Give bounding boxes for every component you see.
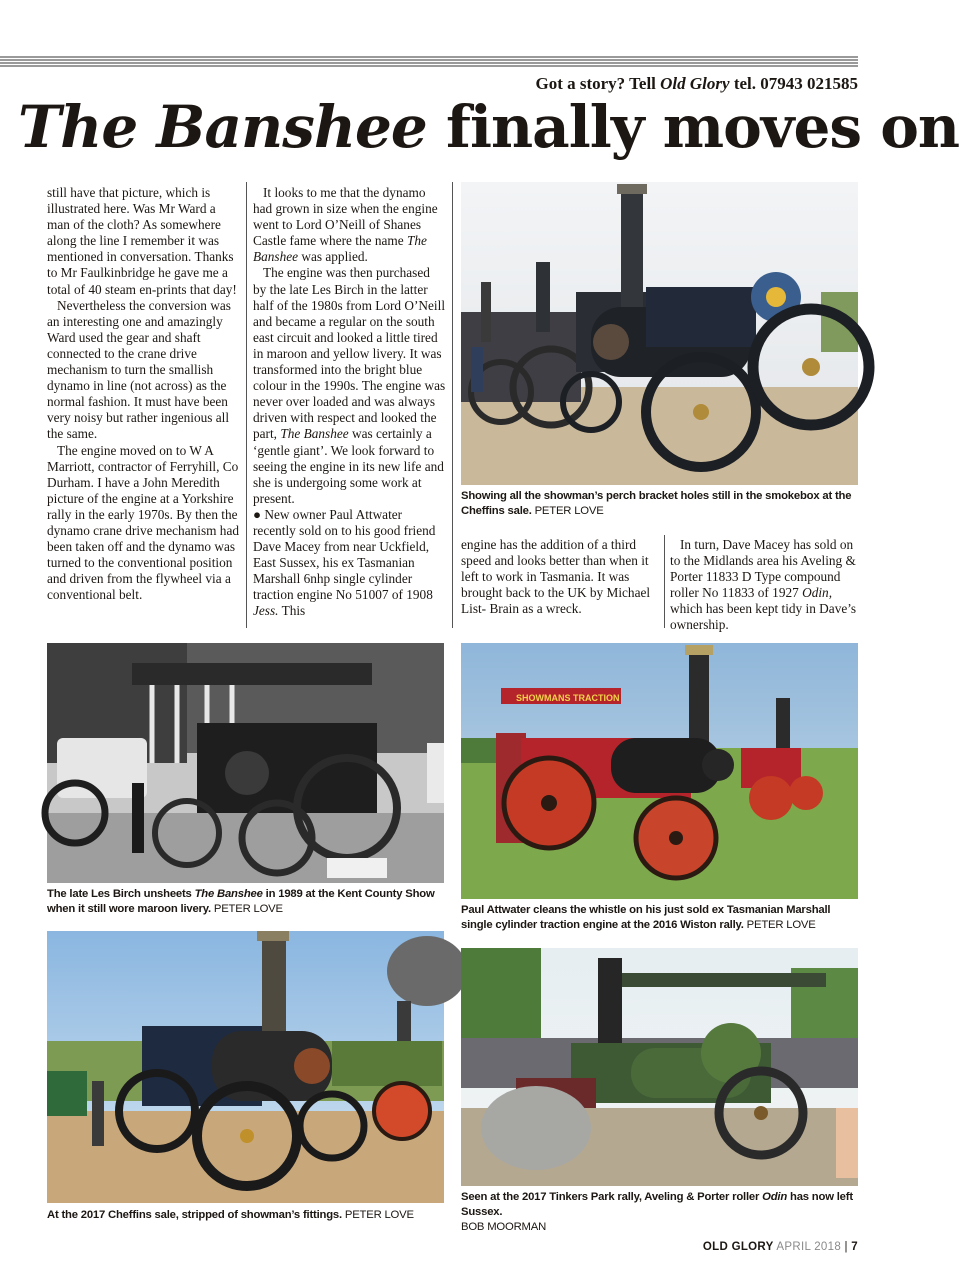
caption-bot-right: [461, 1190, 861, 1235]
col2-p1-text: It looks to me that the dynamo had grown in size when the engine went to Lord O’Neill of Shanes Castle fame where the name: [253, 185, 438, 249]
col3-paragraph-1: engine has the addition of a third speed and looks better than when it left to work in Tasmania. It was brought back to the UK by Michael List- Brain as a wreck.: [461, 537, 651, 617]
photo-credit: PETER LOVE: [743, 919, 816, 931]
page-number: 7: [851, 1241, 858, 1253]
caption-engine-name: The Banshee: [194, 888, 263, 900]
photo-roller-odin-tinkers-park: [461, 948, 858, 1186]
column-divider: [452, 182, 453, 628]
folio-magazine: OLD GLORY: [702, 1241, 774, 1253]
photo-banshee-1989-kent: [47, 643, 444, 883]
col2-p2-text: The engine was then purchased by the late Les Birch in the latter half of the 1980s from Lord O’Neill and became a regular on the south east circuit and looked a little tired in maroon and yellow livery. It was transformed into the bright blue colour in the 1990s. The engine was never over loaded and was always driven with respect and looked the part,: [253, 265, 446, 442]
contact-tagline: [535, 74, 858, 94]
tagline-text: Got a story? Tell: [535, 74, 661, 93]
photo-showmans-engine-cheffins: [461, 182, 858, 485]
col2-p3-text: New owner Paul Attwater recently sold on to his good friend Dave Macey from near Uckfield, East Sussex, his ex Tasmanian Marshall 6nhp single cylinder traction engine No 51007 of 1908: [253, 506, 436, 603]
col4-paragraph-1: [670, 537, 860, 634]
photo-credit: BOB MOORMAN: [461, 1221, 547, 1233]
folio-issue: APRIL 2018: [773, 1241, 842, 1253]
col4-p1-italic: Odin,: [802, 585, 833, 601]
caption-engine-name: Odin: [762, 1191, 788, 1203]
column-divider: [246, 182, 247, 628]
photo-marshall-wiston-2016: [461, 643, 858, 899]
text-column-1: [47, 185, 240, 603]
caption-text-end: has now left Sussex.: [461, 1191, 853, 1218]
caption-text: The late Les Birch unsheets: [47, 888, 195, 900]
text-column-2: [253, 185, 446, 620]
col4-p1-end: which has been kept tidy in Dave’s ownership.: [670, 601, 857, 633]
bullet-icon: ●: [253, 506, 262, 522]
caption-top-right: [461, 489, 861, 519]
caption-text: Showing all the showman’s perch bracket holes still in the smokebox at the Cheffins sale.: [461, 490, 852, 517]
col2-p2-italic: The Banshee: [280, 426, 349, 442]
caption-mid-left: [47, 887, 447, 917]
col2-p3-end: This: [278, 603, 306, 619]
headline-engine-name: The Banshee: [18, 93, 427, 161]
column-divider: [664, 535, 665, 628]
col2-p3-italic: Jess.: [253, 603, 279, 619]
col2-paragraph-1: [253, 185, 446, 265]
photo-credit: PETER LOVE: [341, 1209, 414, 1221]
canopy-lettering: SHOWMANS TRACTION: [516, 693, 620, 703]
col1-paragraph-2: Nevertheless the conversion was an interesting one and amazingly Ward used the gear and shaft connected to the crane drive mechanism to turn the smallish dynamo in line (not across) as the normal fashion. It must have been very noisy but rather ingenious all the same.: [47, 297, 231, 442]
text-column-4: [670, 537, 860, 634]
caption-text: Paul Attwater cleans the whistle on his just sold ex Tasmanian Marshall single cylinder traction engine at the 2016 Wiston rally.: [461, 904, 831, 931]
text-column-3: [461, 537, 657, 617]
folio-separator: |: [841, 1241, 852, 1253]
col2-p1-end: was applied.: [298, 249, 368, 265]
col2-p2-end: was certainly a ‘gentle giant’. We look forward to seeing the engine in its new life and she is undergoing some work at present.: [253, 426, 444, 506]
caption-mid-right: [461, 903, 861, 933]
col1-paragraph-3: The engine moved on to W A Marriott, contractor of Ferryhill, Co Durham. I have a John Meredith picture of the engine at a Yorkshire rally in the early 1970s. By then the dynamo crane drive mechanism had been taken off and the dynamo was turned to the conventional position and driven from the flywheel via a conventional belt.: [47, 442, 239, 603]
caption-text-end: in 1989 at the Kent County Show when it still wore maroon livery.: [47, 888, 435, 915]
caption-bot-left: [47, 1208, 447, 1223]
headline-rest: finally moves on: [426, 93, 959, 161]
col2-p1-italic: The Banshee: [253, 233, 427, 265]
caption-text: At the 2017 Cheffins sale, stripped of showman’s fittings.: [47, 1209, 342, 1221]
article-headline: [18, 93, 959, 161]
tagline-phone: tel. 07943 021585: [729, 74, 858, 93]
col2-paragraph-3: [253, 507, 446, 620]
tagline-magazine: Old Glory: [660, 74, 730, 93]
page-folio: [703, 1241, 858, 1253]
photo-credit: PETER LOVE: [531, 505, 604, 517]
col4-p1-text: In turn, Dave Macey has sold on to the Midlands area his Aveling & Porter 11833 D Type compound roller No 11833 of 1927: [670, 537, 856, 601]
caption-text: Seen at the 2017 Tinkers Park rally, Aveling & Porter roller: [461, 1191, 763, 1203]
col1-paragraph-1: still have that picture, which is illustrated here. Was Mr Ward a man of the cloth? As somewhere along the line I remember it was mentioned in conversation. Thanks to Mr Faulkinbridge he gave me a total of 40 steam en-prints that day!: [47, 185, 237, 297]
photo-credit: PETER LOVE: [210, 903, 283, 915]
header-rule: [0, 56, 858, 68]
col2-paragraph-2: [253, 265, 446, 506]
photo-stripped-engine-cheffins: [47, 931, 444, 1203]
